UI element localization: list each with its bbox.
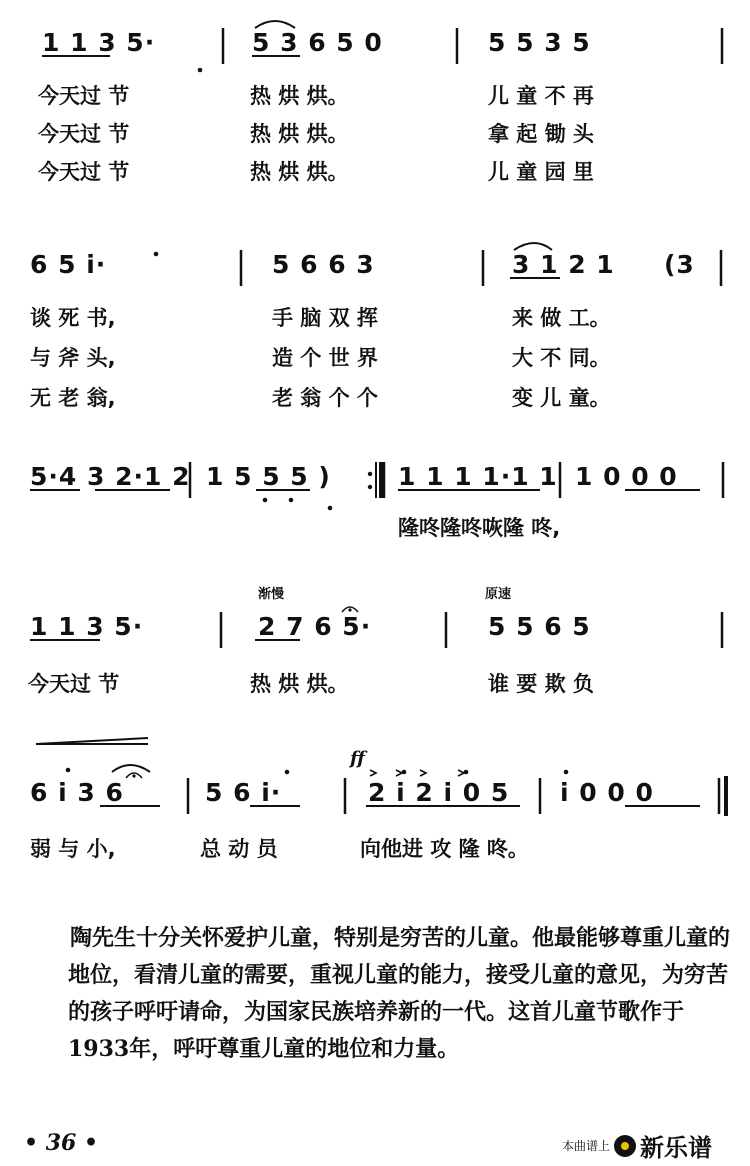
note-group: 6 i 3 6 bbox=[30, 778, 124, 807]
note-group: 2 i 2 i 0 5 bbox=[368, 778, 510, 807]
lyric-segment: 热 烘 烘。 bbox=[250, 672, 349, 696]
tempo-mark: 原速 bbox=[485, 587, 512, 602]
lyric-segment: 与 斧 头, bbox=[30, 346, 116, 370]
note-group: 1 1 1 1·1 1 bbox=[398, 462, 558, 491]
lyric-segment: 总 动 员 bbox=[200, 837, 278, 861]
lyric-segment: 今天过 节 bbox=[38, 84, 130, 108]
lyric-segment: 来 做 工。 bbox=[512, 306, 611, 330]
lyric-segment: 热 烘 烘。 bbox=[250, 160, 349, 184]
lyric-segment: 儿 童 不 再 bbox=[488, 84, 594, 108]
lyric-segment: 今天过 节 bbox=[38, 122, 130, 146]
note-group: 5 5 6 5 bbox=[488, 612, 591, 641]
note-group: i 0 0 0 bbox=[560, 778, 654, 807]
note-group: 1 5 5 5 ) bbox=[206, 462, 331, 491]
lyric-segment: 热 烘 烘。 bbox=[250, 122, 349, 146]
note-group: 5·4 3 2·1 2 bbox=[30, 462, 191, 491]
brand-logo-icon bbox=[614, 1135, 636, 1157]
lyric-segment: 向他进 攻 隆 咚。 bbox=[360, 837, 529, 861]
lyric-segment: 拿 起 锄 头 bbox=[488, 122, 594, 146]
note-group: 5 3 6 5 0 bbox=[252, 28, 383, 57]
lyric-segment: 无 老 翁, bbox=[30, 386, 116, 410]
watermark-prefix: 本曲谱上 bbox=[562, 1139, 611, 1153]
note-group: 5 6 i· bbox=[205, 778, 282, 807]
note-group: 1 0 0 0 bbox=[575, 462, 678, 491]
paragraph-text: 陶先生十分关怀爱护儿童，特别是穷苦的儿童。他最能够尊重儿童的地位，看清儿童的需要，重视儿童的能力，接受儿童的意见，为穷苦的孩子呼吁请命，为国家民族培养新的一代。这首儿童节歌作于1933年，呼吁尊重儿童的地位和力量。 bbox=[68, 925, 731, 1062]
lyric-segment: 手 脑 双 挥 bbox=[272, 306, 378, 330]
note-group: 1 1 3 5· bbox=[30, 612, 144, 641]
tempo-mark: ff bbox=[350, 748, 365, 769]
note-group: (3 bbox=[664, 250, 695, 279]
page-number: • 36 • bbox=[24, 1130, 99, 1156]
note-group: 2 7 6 5· bbox=[258, 612, 372, 641]
tempo-mark: 渐慢 bbox=[258, 587, 285, 602]
lyric-segment: 老 翁 个 个 bbox=[272, 386, 378, 410]
lyric-segment: 今天过 节 bbox=[38, 160, 130, 184]
lyric-segment: 弱 与 小, bbox=[30, 837, 116, 861]
note-group: 6 5 i· bbox=[30, 250, 107, 279]
lyric-segment: 儿 童 园 里 bbox=[488, 160, 594, 184]
note-group: 1 1 3 5· bbox=[42, 28, 156, 57]
note-group: 5 5 3 5 bbox=[488, 28, 591, 57]
lyric-segment: 隆咚隆咚咴隆 咚, bbox=[398, 516, 561, 540]
description-paragraph bbox=[68, 920, 733, 1068]
note-group: 3 1 2 1 bbox=[512, 250, 615, 279]
note-group: 5 6 6 3 bbox=[272, 250, 375, 279]
watermark-brand: 新乐谱 bbox=[640, 1134, 713, 1162]
lyric-segment: 谁 要 欺 负 bbox=[488, 672, 594, 696]
lyric-segment: 大 不 同。 bbox=[512, 346, 611, 370]
lyric-segment: 造 个 世 界 bbox=[272, 346, 378, 370]
lyric-segment: 今天过 节 bbox=[28, 672, 120, 696]
watermark bbox=[562, 1128, 712, 1163]
lyric-segment: 谈 死 书, bbox=[30, 306, 116, 330]
lyric-segment: 变 儿 童。 bbox=[512, 386, 611, 410]
lyric-segment: 热 烘 烘。 bbox=[250, 84, 349, 108]
